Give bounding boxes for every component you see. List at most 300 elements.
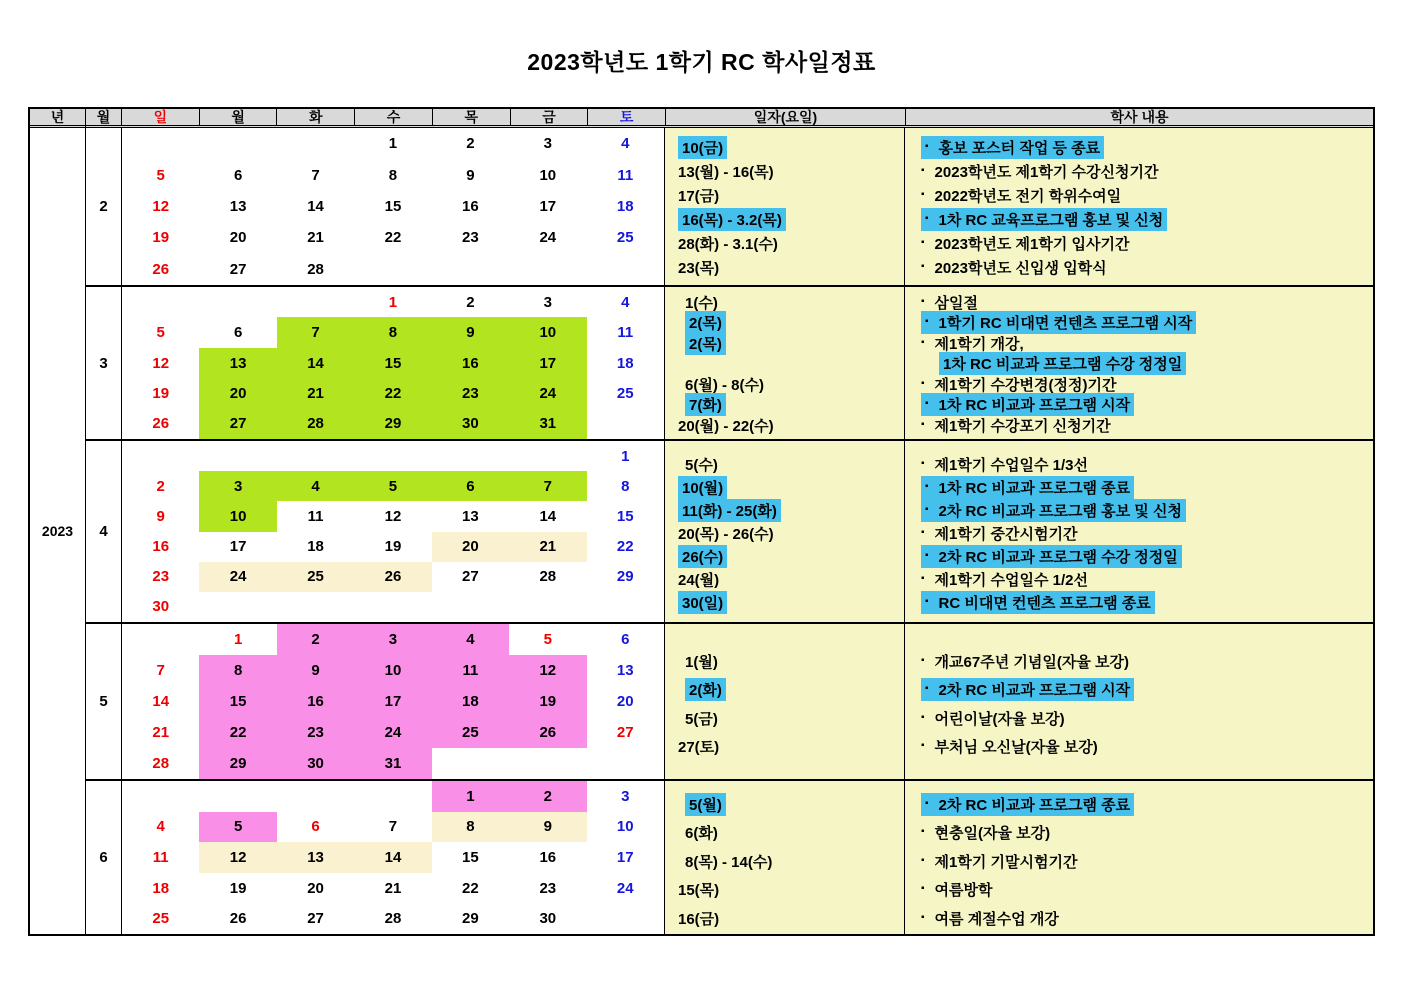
calendar-week bbox=[122, 222, 664, 253]
event-date bbox=[678, 704, 904, 733]
calendar-week bbox=[122, 501, 664, 531]
bullet-icon: ▪ bbox=[925, 596, 929, 607]
event-date bbox=[678, 292, 904, 313]
calendar-day: 24 bbox=[539, 229, 557, 247]
calendar-day: 22 bbox=[462, 879, 479, 897]
mini-calendar bbox=[122, 781, 665, 934]
calendar-day: 20 bbox=[616, 693, 634, 710]
calendar-week bbox=[122, 159, 664, 190]
calendar-day: 31 bbox=[509, 409, 586, 439]
calendar-day: 31 bbox=[354, 748, 431, 779]
month-section-3 bbox=[86, 285, 1373, 439]
event-dates-column bbox=[665, 287, 905, 439]
event-date bbox=[678, 453, 904, 476]
month-rows bbox=[86, 128, 1373, 934]
calendar-day: 17 bbox=[616, 848, 634, 866]
year-label: 2023 bbox=[41, 523, 74, 539]
date-text: 1(수) bbox=[685, 294, 718, 312]
calendar-day: 8 bbox=[621, 477, 630, 495]
month-number: 5 bbox=[86, 624, 122, 779]
calendar-day: 2 bbox=[466, 293, 475, 311]
bullet-icon: ▪ bbox=[925, 316, 929, 328]
event-content bbox=[921, 374, 1373, 395]
calendar-day: 2 bbox=[466, 135, 475, 153]
content-text: ▪ 개교67주년 기념일(자율 보강) bbox=[921, 653, 1129, 671]
calendar-day: 15 bbox=[384, 198, 402, 216]
calendar-day bbox=[199, 128, 276, 159]
calendar-day: 29 bbox=[199, 748, 276, 779]
event-content bbox=[921, 522, 1373, 545]
calendar-day: 20 bbox=[307, 879, 324, 897]
calendar-day: 23 bbox=[539, 879, 557, 897]
calendar-day: 15 bbox=[199, 686, 276, 717]
event-content bbox=[921, 313, 1373, 334]
bullet-icon: ▪ bbox=[921, 654, 925, 666]
content-text: ▪ 삼일절 bbox=[921, 294, 979, 312]
calendar-day: 5 bbox=[156, 166, 165, 184]
event-date bbox=[678, 819, 904, 848]
bullet-icon: ▪ bbox=[925, 481, 929, 492]
calendar-day: 1 bbox=[388, 135, 398, 153]
calendar-day bbox=[199, 441, 276, 471]
bullet-icon: ▪ bbox=[921, 883, 925, 895]
calendar-day: 2 bbox=[509, 781, 586, 812]
highlighted-content: 1차 RC 비교과 프로그램 수강 정정일 bbox=[939, 352, 1186, 375]
date-text: 28(화) - 3.1(수) bbox=[678, 235, 778, 253]
calendar-day: 7 bbox=[277, 317, 354, 347]
calendar-day bbox=[432, 441, 509, 471]
content-text: ▪ 제1학기 수강변경(정정)기간 bbox=[921, 376, 1117, 394]
calendar-day: 26 bbox=[509, 717, 586, 748]
event-contents-column bbox=[905, 441, 1373, 622]
calendar-day: 14 bbox=[307, 198, 324, 216]
calendar-day: 20 bbox=[432, 532, 509, 562]
calendar-day: 2 bbox=[277, 624, 354, 655]
calendar-day: 29 bbox=[616, 568, 634, 586]
calendar-day: 16 bbox=[432, 348, 509, 378]
calendar-day: 25 bbox=[616, 384, 634, 402]
date-text: 5(금) bbox=[685, 710, 718, 728]
calendar-day: 20 bbox=[229, 229, 247, 247]
event-date bbox=[678, 733, 904, 762]
calendar-day: 26 bbox=[152, 415, 170, 433]
month-number: 4 bbox=[86, 441, 122, 622]
date-text: 20(월) - 22(수) bbox=[678, 417, 774, 435]
calendar-week bbox=[122, 748, 664, 779]
calendar-day bbox=[587, 903, 664, 934]
calendar-day: 23 bbox=[432, 378, 509, 408]
highlighted-date: 30(일) bbox=[678, 591, 727, 614]
event-content bbox=[921, 183, 1373, 207]
event-date bbox=[678, 333, 904, 354]
event-content bbox=[921, 704, 1373, 733]
calendar-week bbox=[122, 592, 664, 622]
bullet-icon: ▪ bbox=[925, 398, 929, 410]
calendar-day: 15 bbox=[462, 848, 479, 866]
calendar-day: 17 bbox=[509, 348, 586, 378]
calendar-day: 19 bbox=[384, 538, 402, 556]
calendar-day: 21 bbox=[384, 879, 402, 897]
calendar-day: 6 bbox=[311, 818, 320, 836]
weekday-header-1: 월 bbox=[199, 109, 277, 125]
calendar-day: 22 bbox=[616, 538, 634, 556]
calendar-day: 1 bbox=[233, 631, 243, 648]
calendar-day bbox=[509, 441, 586, 471]
highlighted-date: 10(월) bbox=[678, 476, 727, 499]
event-date bbox=[678, 476, 904, 499]
calendar-day: 23 bbox=[152, 568, 170, 586]
highlighted-date: 2(화) bbox=[685, 678, 726, 701]
date-column-header: 일자(요일) bbox=[665, 109, 905, 125]
calendar-week bbox=[122, 471, 664, 501]
event-date bbox=[678, 522, 904, 545]
month-number: 3 bbox=[86, 287, 122, 439]
event-content bbox=[921, 255, 1373, 279]
calendar-day bbox=[354, 441, 431, 471]
calendar-day: 9 bbox=[277, 655, 354, 686]
bullet-icon: ▪ bbox=[925, 550, 929, 561]
highlighted-date: 2(목) bbox=[685, 332, 726, 355]
calendar-day: 16 bbox=[539, 848, 557, 866]
calendar-day: 25 bbox=[616, 229, 634, 247]
content-text: ▪ 부처님 오신날(자율 보강) bbox=[921, 739, 1098, 757]
highlighted-date: 7(화) bbox=[685, 393, 726, 416]
calendar-day bbox=[122, 287, 199, 317]
highlighted-content: ▪ 2차 RC 비교과 프로그램 홍보 및 신청 bbox=[921, 499, 1186, 522]
calendar-day: 12 bbox=[509, 655, 586, 686]
calendar-day: 2 bbox=[156, 477, 165, 495]
calendar-day: 1 bbox=[621, 447, 630, 465]
calendar-day: 11 bbox=[152, 848, 169, 866]
calendar-week bbox=[122, 532, 664, 562]
content-text: ▪ 여름 계절수업 개강 bbox=[921, 910, 1059, 928]
calendar-day: 9 bbox=[509, 812, 586, 843]
calendar-day: 27 bbox=[462, 568, 479, 586]
event-content bbox=[921, 876, 1373, 905]
event-date bbox=[678, 647, 904, 676]
calendar-day: 10 bbox=[509, 317, 586, 347]
content-column-header: 학사 내용 bbox=[905, 109, 1373, 125]
date-text: 15(목) bbox=[678, 882, 720, 900]
highlighted-date: 2(목) bbox=[685, 311, 726, 334]
calendar-day: 11 bbox=[307, 507, 324, 525]
calendar-day bbox=[122, 128, 199, 159]
weekday-header-2: 화 bbox=[276, 109, 354, 125]
year-column bbox=[30, 109, 86, 934]
calendar-day: 11 bbox=[617, 324, 634, 342]
calendar-day bbox=[277, 781, 354, 812]
month-section-5 bbox=[86, 622, 1373, 779]
calendar-day: 1 bbox=[388, 293, 398, 311]
event-content bbox=[921, 819, 1373, 848]
calendar-day: 5 bbox=[156, 324, 165, 342]
calendar-week bbox=[122, 348, 664, 378]
calendar-day bbox=[354, 781, 431, 812]
content-text: ▪ 제1학기 수강포기 신청기간 bbox=[921, 417, 1111, 435]
calendar-day: 6 bbox=[233, 324, 243, 342]
event-contents-column bbox=[905, 287, 1373, 439]
month-section-2 bbox=[86, 128, 1373, 285]
calendar-day: 24 bbox=[354, 717, 431, 748]
calendar-day: 27 bbox=[616, 724, 634, 741]
event-date bbox=[678, 374, 904, 395]
content-text: ▪ 2022학년도 전기 학위수여일 bbox=[921, 187, 1122, 205]
calendar-day: 28 bbox=[539, 568, 557, 586]
bullet-icon: ▪ bbox=[925, 212, 929, 224]
calendar-day: 6 bbox=[621, 631, 630, 648]
calendar-day: 21 bbox=[277, 378, 354, 408]
calendar-day: 11 bbox=[617, 166, 634, 184]
year-column-header: 년 bbox=[30, 109, 85, 128]
content-text: ▪ 제1학기 중간시험기간 bbox=[921, 526, 1078, 543]
calendar-day: 14 bbox=[277, 348, 354, 378]
bullet-icon: ▪ bbox=[921, 164, 925, 176]
event-date bbox=[678, 313, 904, 334]
calendar-week bbox=[122, 686, 664, 717]
calendar-day: 21 bbox=[152, 724, 170, 741]
calendar-day: 9 bbox=[432, 317, 509, 347]
header-row bbox=[86, 109, 1373, 128]
calendar-day: 18 bbox=[152, 879, 170, 897]
date-text: 20(목) - 26(수) bbox=[678, 526, 774, 543]
highlighted-date: 5(월) bbox=[685, 793, 726, 816]
main-columns bbox=[86, 109, 1373, 934]
calendar-day bbox=[277, 441, 354, 471]
calendar-day: 3 bbox=[621, 787, 630, 805]
bullet-icon: ▪ bbox=[921, 260, 925, 272]
calendar-day: 17 bbox=[539, 198, 557, 216]
calendar-day: 19 bbox=[509, 686, 586, 717]
date-text: 13(월) - 16(목) bbox=[678, 163, 774, 181]
event-content bbox=[921, 499, 1373, 522]
highlighted-content: ▪ 2차 RC 비교과 프로그램 시작 bbox=[921, 678, 1134, 701]
calendar-day: 14 bbox=[539, 507, 557, 525]
calendar-day: 30 bbox=[277, 748, 354, 779]
calendar-day: 14 bbox=[152, 693, 170, 710]
calendar-day bbox=[354, 254, 431, 285]
calendar-day: 5 bbox=[354, 471, 431, 501]
event-content bbox=[921, 904, 1373, 933]
month-number: 6 bbox=[86, 781, 122, 934]
event-date bbox=[678, 568, 904, 591]
calendar-day bbox=[432, 592, 509, 622]
event-content bbox=[921, 354, 1373, 375]
content-text: ▪ 제1학기 개강, bbox=[921, 335, 1024, 353]
calendar-day: 13 bbox=[277, 842, 354, 873]
calendar-day bbox=[587, 254, 664, 285]
event-date bbox=[678, 790, 904, 819]
calendar-day: 28 bbox=[277, 409, 354, 439]
event-content bbox=[921, 476, 1373, 499]
calendar-day: 27 bbox=[199, 409, 276, 439]
month-section-6 bbox=[86, 779, 1373, 934]
event-date bbox=[678, 904, 904, 933]
calendar-day: 21 bbox=[509, 532, 586, 562]
calendar-day: 3 bbox=[354, 624, 431, 655]
calendar-day: 11 bbox=[432, 655, 509, 686]
calendar-day: 27 bbox=[307, 910, 324, 928]
bullet-icon: ▪ bbox=[921, 826, 925, 838]
content-text: ▪ 여름방학 bbox=[921, 882, 993, 900]
highlighted-content: ▪ RC 비대면 컨텐츠 프로그램 종료 bbox=[921, 591, 1155, 614]
calendar-day: 20 bbox=[199, 378, 276, 408]
highlighted-content: ▪ 홍보 포스터 작업 등 종료 bbox=[921, 136, 1104, 159]
calendar-day: 8 bbox=[354, 317, 431, 347]
calendar-day bbox=[199, 287, 276, 317]
weekday-header-5: 금 bbox=[510, 109, 588, 125]
calendar-day bbox=[587, 748, 664, 779]
calendar-day: 4 bbox=[277, 471, 354, 501]
event-content bbox=[921, 545, 1373, 568]
bullet-icon: ▪ bbox=[921, 711, 925, 723]
calendar-day: 28 bbox=[307, 260, 324, 278]
calendar-week bbox=[122, 441, 664, 471]
calendar-day: 13 bbox=[229, 198, 247, 216]
calendar-day: 10 bbox=[616, 818, 634, 836]
calendar-day: 5 bbox=[199, 812, 276, 843]
event-date bbox=[678, 415, 904, 436]
event-content bbox=[921, 676, 1373, 705]
weekday-header-6: 토 bbox=[587, 109, 665, 125]
highlighted-date: 16(목) - 3.2(목) bbox=[678, 208, 786, 231]
calendar-day: 30 bbox=[152, 598, 170, 616]
bullet-icon: ▪ bbox=[925, 504, 929, 515]
calendar-day: 4 bbox=[432, 624, 509, 655]
event-content bbox=[921, 231, 1373, 255]
calendar-day: 18 bbox=[616, 354, 634, 372]
calendar-day: 4 bbox=[621, 135, 630, 153]
calendar-day: 3 bbox=[543, 135, 552, 153]
month-section-4 bbox=[86, 439, 1373, 622]
calendar-day: 16 bbox=[152, 538, 170, 556]
content-text: ▪ 어린이날(자율 보강) bbox=[921, 710, 1065, 728]
event-date bbox=[678, 255, 904, 279]
calendar-day bbox=[199, 592, 276, 622]
event-content bbox=[921, 395, 1373, 416]
date-text: 5(수) bbox=[685, 457, 718, 474]
calendar-day: 19 bbox=[152, 229, 170, 247]
date-text: 17(금) bbox=[678, 187, 720, 205]
bullet-icon: ▪ bbox=[921, 573, 925, 584]
calendar-day: 4 bbox=[621, 293, 630, 311]
weekday-header-3: 수 bbox=[354, 109, 432, 125]
calendar-day: 6 bbox=[233, 166, 243, 184]
bullet-icon: ▪ bbox=[921, 418, 925, 430]
calendar-week bbox=[122, 287, 664, 317]
event-date bbox=[678, 135, 904, 159]
content-text: ▪ 제1학기 수업일수 1/2선 bbox=[921, 572, 1088, 589]
event-date bbox=[678, 545, 904, 568]
calendar-day: 7 bbox=[311, 166, 320, 184]
highlighted-content: ▪ 2차 RC 비교과 프로그램 수강 정정일 bbox=[921, 545, 1182, 568]
date-text: 1(월) bbox=[685, 653, 718, 671]
content-text: ▪ 2023학년도 신입생 입학식 bbox=[921, 259, 1107, 277]
calendar-day: 5 bbox=[543, 631, 552, 648]
highlighted-content: ▪ 1차 RC 비교과 프로그램 종료 bbox=[921, 476, 1134, 499]
calendar-day: 12 bbox=[199, 842, 276, 873]
calendar-week bbox=[122, 254, 664, 285]
date-text: 23(목) bbox=[678, 259, 720, 277]
event-dates-column bbox=[665, 624, 905, 779]
calendar-day bbox=[199, 781, 276, 812]
calendar-day bbox=[122, 441, 199, 471]
calendar-day bbox=[432, 748, 509, 779]
calendar-day: 25 bbox=[152, 910, 170, 928]
event-date bbox=[678, 676, 904, 705]
date-text: 6(월) - 8(수) bbox=[685, 376, 764, 394]
event-date bbox=[678, 183, 904, 207]
calendar-day: 6 bbox=[432, 471, 509, 501]
event-dates-column bbox=[665, 441, 905, 622]
calendar-week bbox=[122, 562, 664, 592]
calendar-week bbox=[122, 717, 664, 748]
calendar-day: 26 bbox=[152, 260, 170, 278]
event-content bbox=[921, 591, 1373, 614]
event-date bbox=[678, 591, 904, 614]
calendar-week bbox=[122, 812, 664, 843]
calendar-day bbox=[587, 592, 664, 622]
schedule-table bbox=[28, 107, 1375, 936]
calendar-day: 12 bbox=[152, 354, 170, 372]
calendar-day: 23 bbox=[277, 717, 354, 748]
calendar-day: 24 bbox=[199, 562, 276, 592]
calendar-day bbox=[277, 592, 354, 622]
content-text: ▪ 2023학년도 제1학기 입사기간 bbox=[921, 235, 1130, 253]
bullet-icon: ▪ bbox=[921, 854, 925, 866]
calendar-day: 19 bbox=[152, 384, 170, 402]
calendar-week bbox=[122, 903, 664, 934]
calendar-day: 12 bbox=[384, 507, 402, 525]
calendar-week bbox=[122, 128, 664, 159]
highlighted-content: ▪ 1학기 RC 비대면 컨텐츠 프로그램 시작 bbox=[921, 311, 1196, 334]
event-content bbox=[921, 453, 1373, 476]
calendar-day: 18 bbox=[307, 538, 324, 556]
weekday-headers bbox=[122, 109, 665, 125]
event-content bbox=[921, 333, 1373, 354]
mini-calendar bbox=[122, 128, 665, 285]
calendar-day: 7 bbox=[388, 818, 398, 836]
content-text: ▪ 현충일(자율 보강) bbox=[921, 825, 1051, 843]
highlighted-date: 10(금) bbox=[678, 136, 727, 159]
calendar-day: 3 bbox=[199, 471, 276, 501]
calendar-week bbox=[122, 191, 664, 222]
calendar-day: 18 bbox=[616, 198, 634, 216]
date-text: 27(토) bbox=[678, 739, 720, 757]
calendar-day: 13 bbox=[616, 662, 634, 679]
calendar-day: 14 bbox=[354, 842, 431, 873]
event-content bbox=[921, 292, 1373, 313]
calendar-day: 30 bbox=[539, 910, 557, 928]
calendar-day: 28 bbox=[384, 910, 402, 928]
calendar-day bbox=[277, 128, 354, 159]
calendar-day: 10 bbox=[539, 166, 557, 184]
calendar-day: 19 bbox=[229, 879, 247, 897]
calendar-day: 3 bbox=[543, 293, 552, 311]
date-text: 16(금) bbox=[678, 910, 720, 928]
event-date bbox=[678, 499, 904, 522]
calendar-day: 28 bbox=[152, 755, 170, 772]
date-text: 24(월) bbox=[678, 572, 720, 589]
date-text: 8(목) - 14(수) bbox=[685, 853, 773, 871]
calendar-day: 25 bbox=[432, 717, 509, 748]
event-contents-column bbox=[905, 128, 1373, 285]
event-content bbox=[921, 733, 1373, 762]
calendar-day: 22 bbox=[354, 378, 431, 408]
page-title: 2023학년도 1학기 RC 학사일정표 bbox=[527, 49, 876, 75]
calendar-day: 26 bbox=[354, 562, 431, 592]
calendar-day: 17 bbox=[354, 686, 431, 717]
calendar-day: 18 bbox=[432, 686, 509, 717]
